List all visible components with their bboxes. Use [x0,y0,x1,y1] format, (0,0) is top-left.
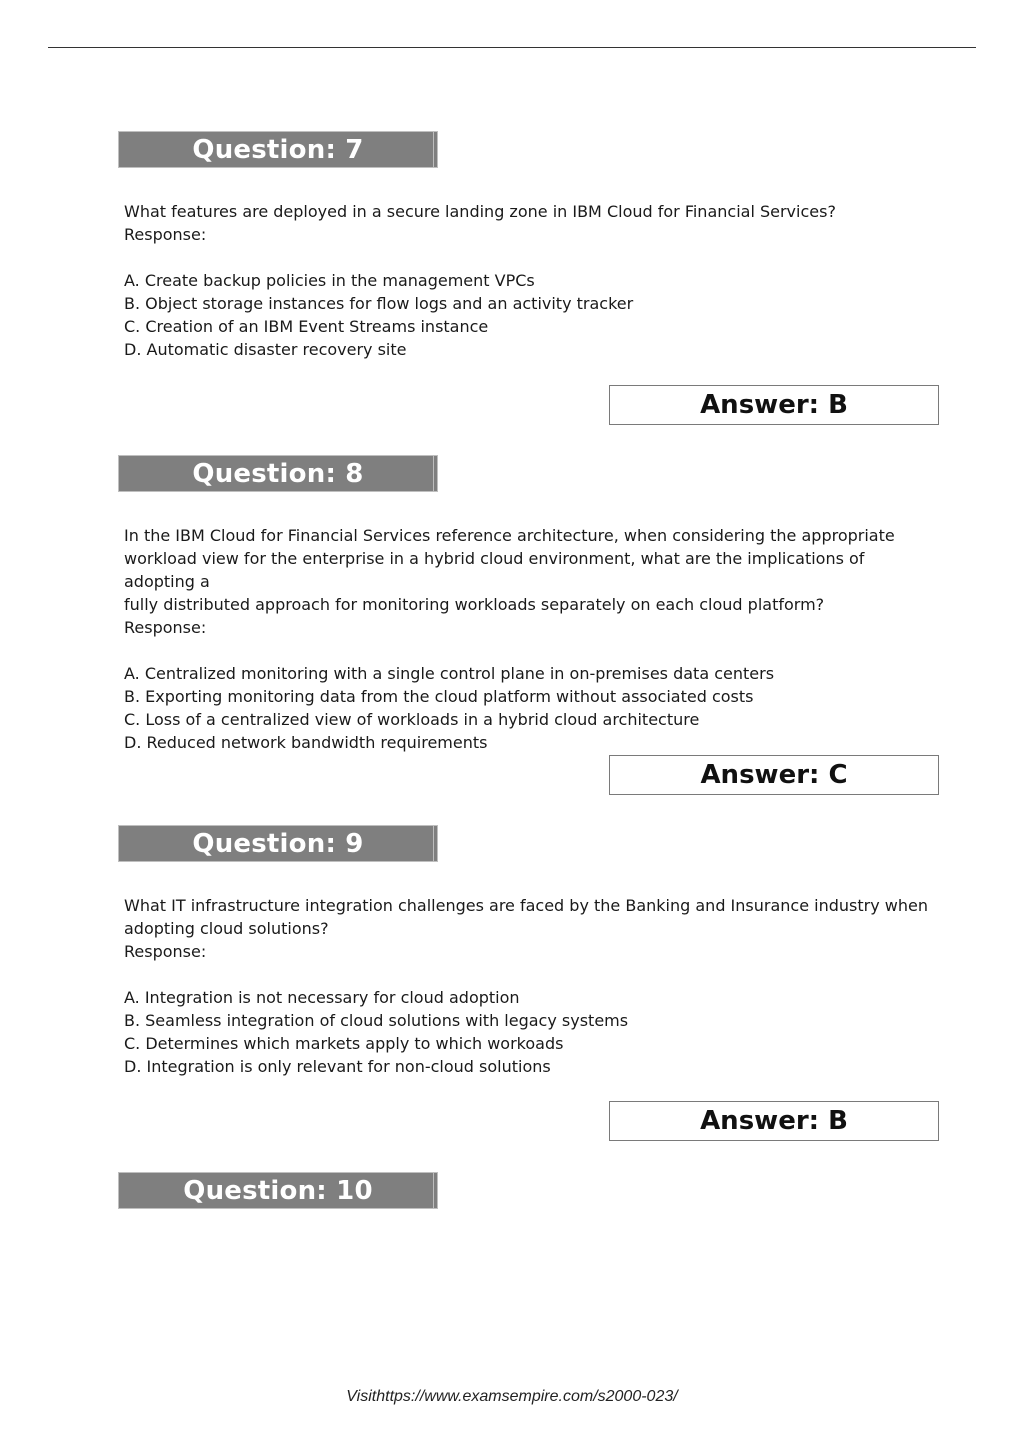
question-9-option-c: C. Determines which markets apply to which workoads [124,1034,564,1053]
question-8-response-label: Response: [124,618,207,637]
question-7-header [118,131,438,168]
question-8-header [118,455,438,492]
question-8-option-b: B. Exporting monitoring data from the cloud platform without associated costs [124,687,754,706]
question-10-header [118,1172,438,1209]
question-7-option-b: B. Object storage instances for flow logs and an activity tracker [124,294,634,313]
question-8-option-c: C. Loss of a centralized view of workloads in a hybrid cloud architecture [124,710,700,729]
question-7-answer-box [609,385,939,425]
question-9-header [118,825,438,862]
question-8-answer-box [609,755,939,795]
question-8-option-a: A. Centralized monitoring with a single control plane in on-premises data centers [124,664,775,683]
question-8-option-d: D. Reduced network bandwidth requirements [124,733,488,752]
question-8-prompt-line-3: fully distributed approach for monitoring workloads separately on each cloud platform? [124,595,825,614]
question-9-option-a: A. Integration is not necessary for cloud adoption [124,988,520,1007]
question-9-prompt-line-1: What IT infrastructure integration challenges are faced by the Banking and Insurance industry when [124,896,928,915]
footer-link[interactable]: Visithttps://www.examsempire.com/s2000-023/ [346,1388,678,1405]
top-rule [48,47,976,48]
question-7-answer: Answer: B [700,390,848,420]
question-7-option-d: D. Automatic disaster recovery site [124,340,407,359]
question-7-prompt: What features are deployed in a secure landing zone in IBM Cloud for Financial Services? [124,202,836,221]
question-7-response-label: Response: [124,225,207,244]
question-7-option-a: A. Create backup policies in the management VPCs [124,271,535,290]
question-8-title: Question: 8 [192,458,364,489]
question-8-body [124,524,934,754]
question-8-prompt-line-1: In the IBM Cloud for Financial Services reference architecture, when considering the appropriate [124,526,895,545]
question-10-title: Question: 10 [183,1175,373,1206]
question-8-answer: Answer: C [700,760,848,790]
question-9-response-label: Response: [124,942,207,961]
question-9-answer: Answer: B [700,1106,848,1136]
question-9-prompt-line-2: adopting cloud solutions? [124,919,329,938]
question-7-title: Question: 7 [192,134,364,165]
question-9-answer-box [609,1101,939,1141]
question-9-option-d: D. Integration is only relevant for non-cloud solutions [124,1057,551,1076]
question-7-body [124,200,934,361]
question-9-title: Question: 9 [192,828,364,859]
question-8-prompt-line-2: workload view for the enterprise in a hybrid cloud environment, what are the implications of adopting a [124,549,865,591]
question-9-body [124,894,934,1078]
question-9-option-b: B. Seamless integration of cloud solutions with legacy systems [124,1011,629,1030]
question-7-option-c: C. Creation of an IBM Event Streams instance [124,317,489,336]
